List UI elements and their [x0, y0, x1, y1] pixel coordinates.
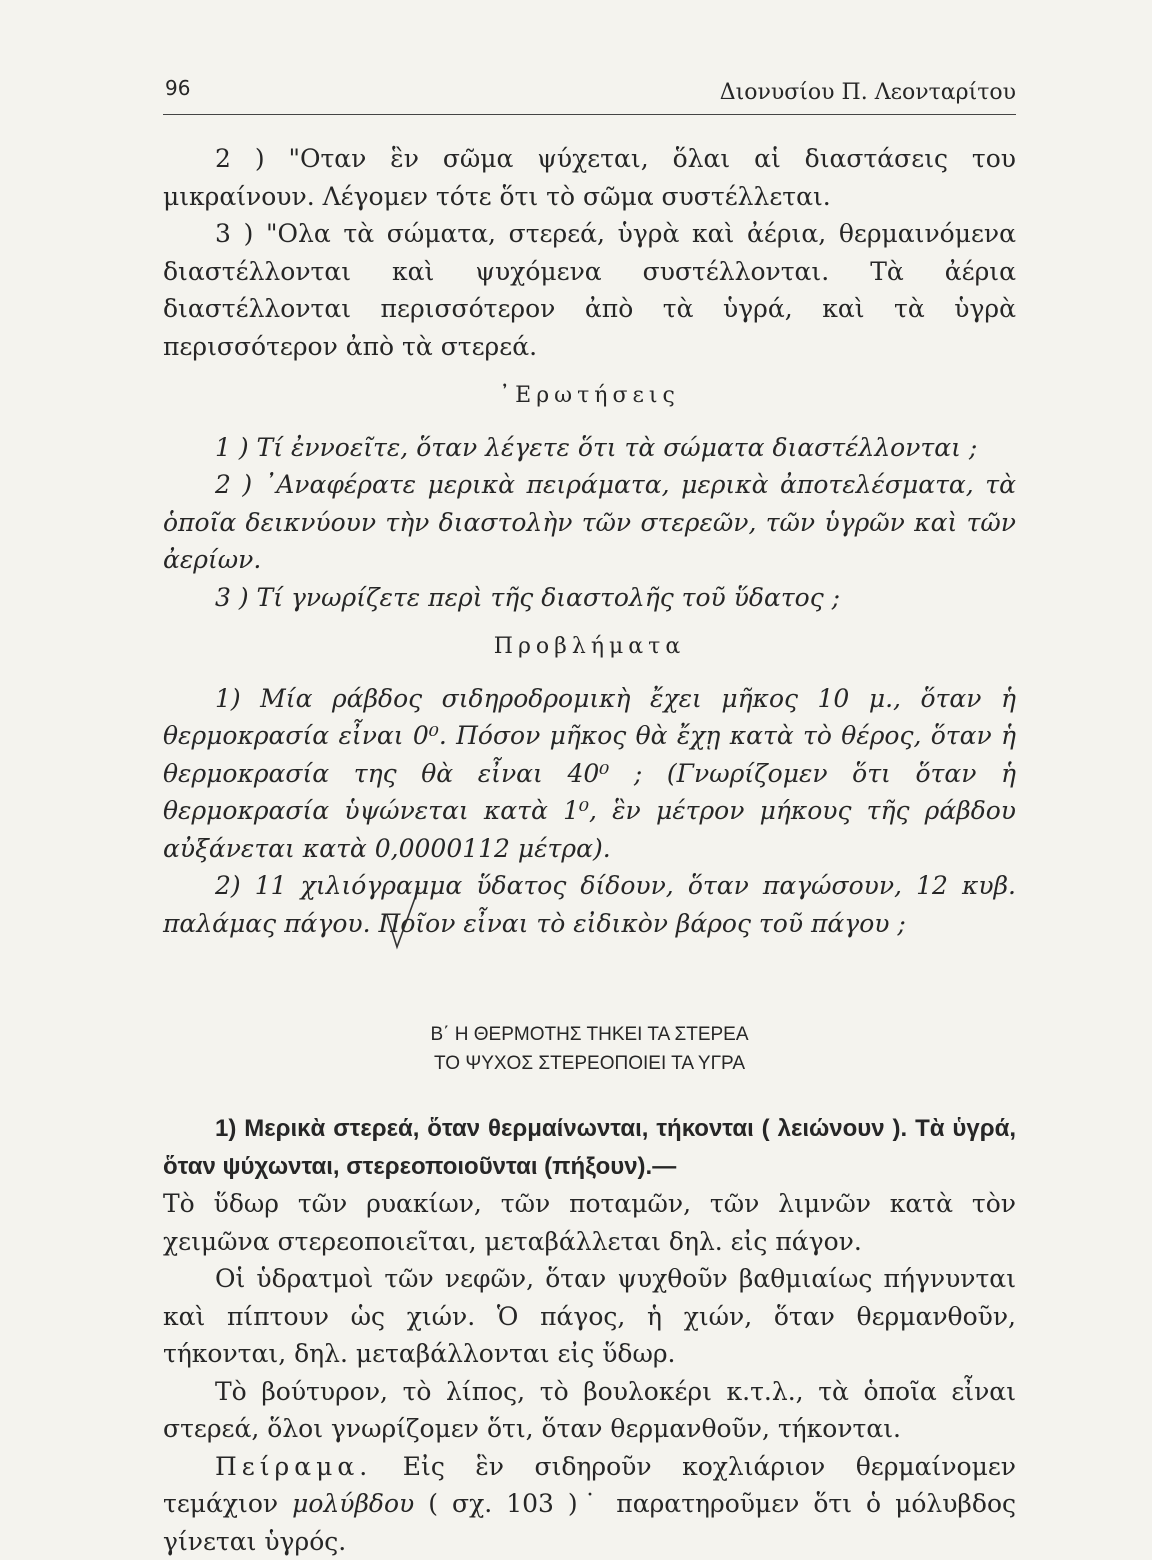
- section-lead-bold: 1) Μερικὰ στερεά, ὅταν θερμαίνωνται, τήκονται ( λειώνουν ). Τὰ ὑγρά, ὅταν ψύχωνται, στερεοποιοῦνται (πήξουν).—: [163, 1110, 1016, 1185]
- section-title-line-2: ΤΟ ΨΥΧΟΣ ΣΤΕΡΕΟΠΟΙΕΙ ΤΑ ΥΓΡΑ: [163, 1049, 1016, 1078]
- problems-heading: Προβλήματα: [163, 628, 1016, 666]
- problem-1: 1) Μία ράβδος σιδηροδρομικὴ ἔχει μῆκος 10 μ., ὅταν ἡ θερμοκρασία εἶναι 0⁰. Πόσον μῆκος θὰ ἔχῃ κατὰ τὸ θέρος, ὅταν ἡ θερμοκρασία της θὰ εἶναι 40⁰ ; (Γνωρίζομεν ὅτι ὅταν ἡ θερμοκρασία ὑψώνεται κατὰ 1⁰, ἓν μέτρον μήκους τῆς ράβδου αὐξάνεται κατὰ 0,0000112 μέτρα).: [163, 680, 1016, 868]
- paragraph-butter: Τὸ βούτυρον, τὸ λίπος, τὸ βουλοκέρι κ.τ.λ., τὰ ὁποῖα εἶναι στερεά, ὅλοι γνωρίζομεν ὅτι, ὅταν θερμανθοῦν, τήκονται.: [163, 1373, 1016, 1448]
- paragraph-vapor: Οἱ ὑδρατμοὶ τῶν νεφῶν, ὅταν ψυχθοῦν βαθμιαίως πήγνυνται καὶ πίπτουν ὡς χιών. Ὁ πάγος, ἡ χιών, ὅταν θερμανθοῦν, τήκονται, δηλ. μεταβάλλονται εἰς ὕδωρ.: [163, 1260, 1016, 1373]
- question-1: 1 ) Τί ἐννοεῖτε, ὅταν λέγετε ὅτι τὰ σώματα διαστέλλονται ;: [163, 429, 1016, 467]
- problem-2: 2) 11 χιλιόγραμμα ὕδατος δίδουν, ὅταν παγώσουν, 12 κυβ. παλάμας πάγου. Ποῖον εἶναι τὸ εἰδικὸν βάρος τοῦ πάγου ;: [163, 867, 1016, 942]
- page-body: [163, 140, 1016, 1560]
- page-number: 96: [165, 76, 190, 100]
- section-title-line-1: Β΄ Η ΘΕΡΜΟΤΗΣ ΤΗΚΕΙ ΤΑ ΣΤΕΡΕΑ: [163, 1020, 1016, 1049]
- paragraph-all-bodies: 3 ) "Ολα τὰ σώματα, στερεά, ὑγρὰ καὶ ἀέρια, θερμαινόμενα διαστέλλονται καὶ ψυχόμενα συστέλλονται. Τὰ ἀέρια διαστέλλονται περισσότερον ἀπὸ τὰ ὑγρά, καὶ τὰ ὑγρὰ περισσότερον ἀπὸ τὰ στερεά.: [163, 215, 1016, 365]
- running-head: Διονυσίου Π. Λεονταρίτου: [720, 80, 1016, 105]
- questions-heading: ᾿Ερωτήσεις: [163, 377, 1016, 415]
- experiment-label: Πείραμα.: [215, 1452, 372, 1481]
- experiment-text-1: Εἰς ἓν σιδηροῦν κοχλιάριον θερμαίνομεν τεμάχιον: [163, 1452, 1016, 1519]
- section-title: [163, 1020, 1016, 1078]
- paragraph-experiment: [163, 1448, 1016, 1560]
- question-3: 3 ) Τί γνωρίζετε περὶ τῆς διαστολῆς τοῦ ὕδατος ;: [163, 579, 1016, 617]
- experiment-italic: μολύβδου: [292, 1489, 414, 1518]
- page-header: [163, 74, 1016, 115]
- experiment-text-2: ( σχ. 103 )˙ παρατηροῦμεν ὅτι ὁ μόλυβδος γίνεται ὑγρός.: [163, 1489, 1016, 1556]
- paragraph-water-freezes: Τὸ ὕδωρ τῶν ρυακίων, τῶν ποταμῶν, τῶν λιμνῶν κατὰ τὸν χειμῶνα στερεοποιεῖται, μεταβάλλεται δηλ. εἰς πάγον.: [163, 1185, 1016, 1260]
- paragraph-contraction: 2 ) "Οταν ἓν σῶμα ψύχεται, ὅλαι αἱ διαστάσεις του μικραίνουν. Λέγομεν τότε ὅτι τὸ σῶμα συστέλλεται.: [163, 140, 1016, 215]
- question-2: 2 ) ᾿Αναφέρατε μερικὰ πειράματα, μερικὰ ἀποτελέσματα, τὰ ὁποῖα δεικνύουν τὴν διαστολὴν τῶν στερεῶν, τῶν ὑγρῶν καὶ τῶν ἀερίων.: [163, 466, 1016, 579]
